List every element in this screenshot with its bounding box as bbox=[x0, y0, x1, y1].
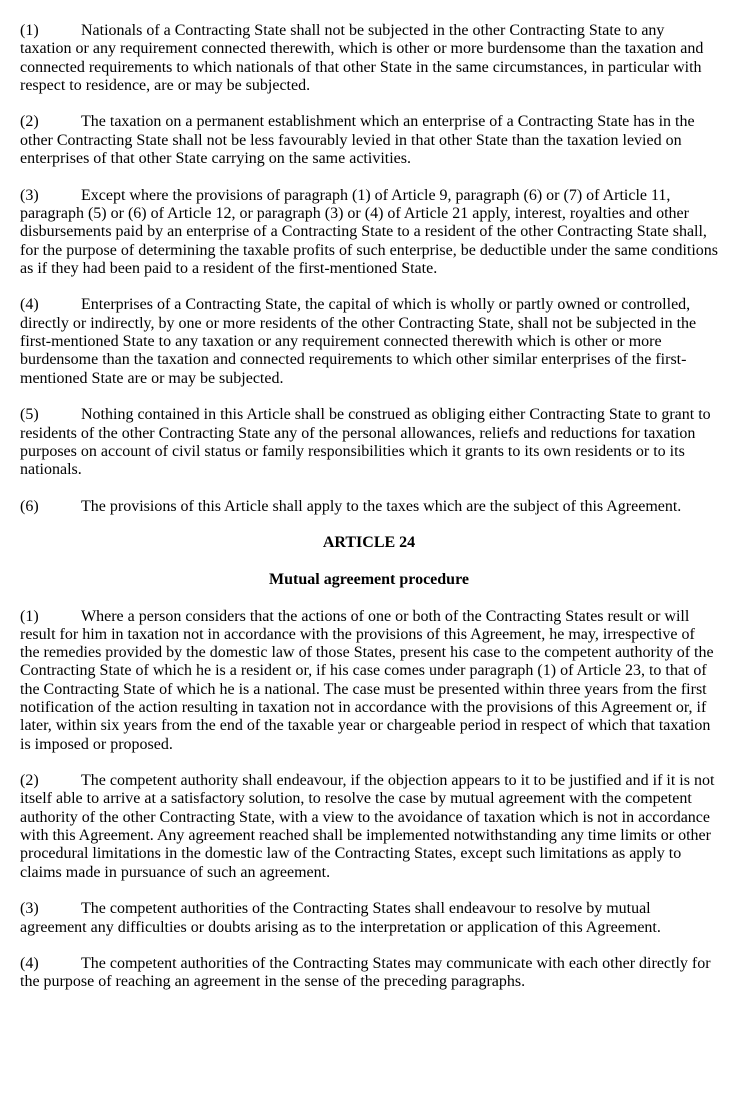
paragraph-text: The competent authorities of the Contracting States may communicate with each other directly for the purpose of reaching an agreement in the sense of the preceding paragraphs. bbox=[20, 955, 711, 991]
paragraph-number: (3) bbox=[20, 900, 39, 918]
paragraph-number: (2) bbox=[20, 113, 39, 131]
paragraph-a2 bbox=[20, 113, 718, 168]
paragraph-a3 bbox=[20, 187, 718, 278]
paragraph-text: The competent authorities of the Contracting States shall endeavour to resolve by mutual agreement any difficulties or doubts arising as to the interpretation or application of this Agreement. bbox=[20, 900, 661, 936]
paragraph-number: (4) bbox=[20, 955, 39, 973]
paragraph-a5 bbox=[20, 406, 718, 479]
paragraph-number: (4) bbox=[20, 296, 39, 314]
article-subtitle: Mutual agreement procedure bbox=[269, 570, 469, 588]
paragraph-number: (3) bbox=[20, 186, 39, 204]
paragraph-number: (2) bbox=[20, 772, 39, 790]
paragraph-b1 bbox=[20, 608, 718, 754]
paragraph-b4 bbox=[20, 955, 718, 992]
paragraph-a1 bbox=[20, 22, 718, 95]
paragraph-text: Except where the provisions of paragraph (1) of Article 9, paragraph (6) or (7) of Article 11, paragraph (5) or (6) of Article 12, or paragraph (3) or (4) of Article 21 apply, interest, royalties and other disbursements paid by an enterprise of a Contracting State to a resident of the other Contracting State shall, for the purpose of determining the taxable profits of such enterprise, be deductible under the same conditions as if they had been paid to a resident of the first-mentioned State. bbox=[20, 186, 719, 277]
paragraph-number: (6) bbox=[20, 497, 39, 515]
paragraph-number: (5) bbox=[20, 406, 39, 424]
article-title: ARTICLE 24 bbox=[322, 534, 416, 552]
paragraph-text: Where a person considers that the actions of one or both of the Contracting States result or will result for him in taxation not in accordance with the provisions of this Agreement, he may, irrespective of the remedies provided by the domestic law of those States, present his case to the competent authority of the Contracting State of which he is a resident or, if his case comes under paragraph (1) of Article 23, to that of the Contracting State of which he is a national. The case must be presented within three years from the first notification of the action resulting in taxation not in accordance with the provisions of this Agreement or, if later, within six years from the end of the taxable year or chargeable period in respect of which that taxation is imposed or proposed. bbox=[20, 607, 714, 753]
paragraph-a4 bbox=[20, 296, 718, 387]
paragraph-text: Nothing contained in this Article shall be construed as obliging either Contracting State to grant to residents of the other Contracting State any of the personal allowances, reliefs and reductions for taxation purposes on account of civil status or family responsibilities which it grants to its own residents or to its nationals. bbox=[20, 406, 711, 479]
paragraph-b2 bbox=[20, 772, 718, 882]
paragraph-b3 bbox=[20, 900, 718, 937]
paragraph-text: The competent authority shall endeavour, if the objection appears to it to be justified and if it is not itself able to arrive at a satisfactory solution, to resolve the case by mutual agreement with the competent authority of the other Contracting State, with a view to the avoidance of taxation which is not in accordance with this Agreement. Any agreement reached shall be implemented notwithstanding any time limits or other procedural limitations in the domestic law of the Contracting States, except such limitations as apply to claims made in pursuance of such an agreement. bbox=[20, 772, 715, 881]
paragraph-text: The provisions of this Article shall apply to the taxes which are the subject of this Agreement. bbox=[81, 497, 682, 515]
paragraph-text: The taxation on a permanent establishment which an enterprise of a Contracting State has in the other Contracting State shall not be less favourably levied in that other State than the taxation levied on enterprises of that other State carrying on the same activities. bbox=[20, 113, 695, 168]
paragraph-a6 bbox=[20, 498, 718, 516]
paragraph-number: (1) bbox=[20, 607, 39, 625]
paragraph-text: Nationals of a Contracting State shall not be subjected in the other Contracting State to any taxation or any requirement connected therewith, which is other or more burdensome than the taxation and connected requirements to which nationals of that other State in the same circumstances, in particular with respect to residence, are or may be subjected. bbox=[20, 22, 704, 94]
paragraph-text: Enterprises of a Contracting State, the capital of which is wholly or partly owned or controlled, directly or indirectly, by one or more residents of the other Contracting State, shall not be subjected in the first-mentioned State to any taxation or any requirement connected therewith which is other or more burdensome than the taxation and connected requirements to which other similar enterprises of the first-mentioned State are or may be subjected. bbox=[20, 296, 697, 387]
paragraph-number: (1) bbox=[20, 22, 39, 39]
